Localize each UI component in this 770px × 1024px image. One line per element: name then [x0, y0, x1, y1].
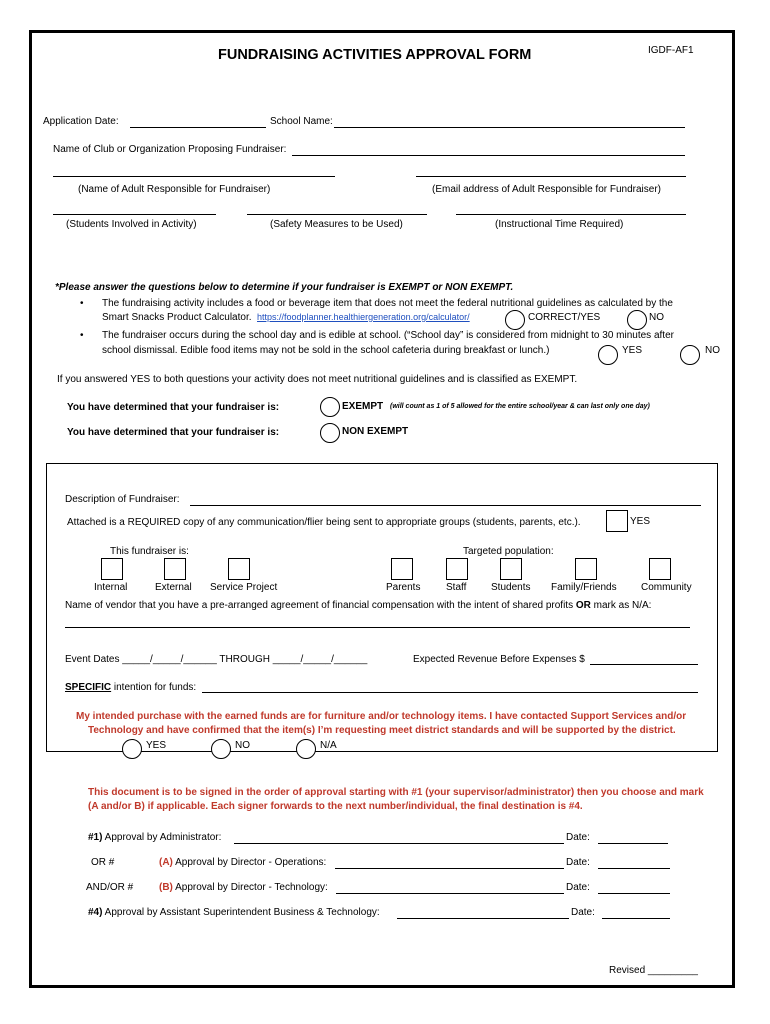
bullet2-no-label: NO — [705, 345, 720, 356]
result-note: If you answered YES to both questions your activity does not meet nutritional guidelines and is classified as EXEMPT. — [57, 374, 578, 385]
approval-4-date-label: Date: — [571, 907, 595, 918]
purchase-no-radio[interactable] — [211, 739, 231, 759]
approval-a-signature[interactable] — [335, 868, 564, 869]
exempt-instruction: *Please answer the questions below to determine if your fundraiser is EXEMPT or NON EXEMPT. — [55, 282, 514, 293]
approval-4-signature[interactable] — [397, 918, 569, 919]
vendor-field[interactable] — [65, 627, 690, 628]
bullet-1: • — [80, 298, 84, 309]
description-label: Description of Fundraiser: — [65, 494, 180, 505]
exempt-note: (will count as 1 of 5 allowed for the entire school/year & can last only one day) — [390, 403, 650, 410]
approval-4-date-field[interactable] — [602, 918, 670, 919]
instructional-time-label: (Instructional Time Required) — [495, 219, 624, 230]
adult-name-label: (Name of Adult Responsible for Fundraiser) — [78, 184, 271, 195]
approval-1-date-field[interactable] — [598, 843, 668, 844]
purchase-yes-label: YES — [146, 740, 167, 751]
community-checkbox[interactable] — [649, 558, 671, 580]
adult-email-label: (Email address of Adult Responsible for Fundraiser) — [432, 184, 661, 195]
club-name-field[interactable] — [292, 155, 685, 156]
bullet2-no-radio[interactable] — [680, 345, 700, 365]
club-name-label: Name of Club or Organization Proposing Fundraiser: — [53, 144, 287, 155]
approval-note-line2: (A and/or B) if applicable. Each signer forwards to the next number/individual, the final destination is #4. — [88, 801, 583, 812]
purchase-line2: Technology and have confirmed that the item(s) I’m requesting meet district standards and will be supported by the district. — [88, 725, 676, 736]
pop-label-parents: Parents — [386, 582, 421, 593]
bullet2-line1: The fundraiser occurs during the school day and is edible at school. (“School day” is considered from midnight to 30 minutes after — [102, 330, 674, 341]
pop-label-staff: Staff — [446, 582, 467, 593]
bullet1-yes-radio[interactable] — [505, 310, 525, 330]
bullet2-line2: school dismissal. Edible food items may not be sold in the school cafeteria during breakfast or lunch.) — [102, 345, 550, 356]
approval-a-label: (A) Approval by Director - Operations: — [159, 857, 327, 868]
purchase-na-radio[interactable] — [296, 739, 316, 759]
purchase-line1: My intended purchase with the earned funds are for furniture and/or technology items. I have contacted Support Services and/or — [76, 711, 687, 722]
exempt-label: EXEMPT — [342, 401, 384, 412]
specific-intention-field[interactable] — [202, 692, 698, 693]
school-name-label: School Name: — [270, 116, 333, 127]
calculator-link[interactable]: https://foodplanner.healthiergeneration.org/calculator/ — [257, 312, 470, 322]
approval-1-label: #1) Approval by Administrator: — [88, 832, 222, 843]
adult-name-field[interactable] — [53, 176, 335, 177]
bullet1-no-radio[interactable] — [627, 310, 647, 330]
type-label-internal: Internal — [94, 582, 128, 593]
revised-label: Revised _________ — [609, 965, 698, 976]
internal-checkbox[interactable] — [101, 558, 123, 580]
event-dates[interactable]: Event Dates _____/_____/______ THROUGH _____/_____/______ — [65, 654, 368, 665]
determined-label-1: You have determined that your fundraiser is: — [67, 402, 280, 413]
attached-yes-checkbox[interactable] — [606, 510, 628, 532]
approval-or-label: OR # — [91, 857, 115, 868]
purchase-na-label: N/A — [320, 740, 337, 751]
page-title: FUNDRAISING ACTIVITIES APPROVAL FORM — [218, 47, 532, 63]
instructional-time-field[interactable] — [456, 214, 686, 215]
form-id: IGDF-AF1 — [648, 45, 694, 56]
approval-a-date-label: Date: — [566, 857, 590, 868]
approval-note-line1: This document is to be signed in the order of approval starting with #1 (your supervisor/administrator) then you choose and mark — [88, 787, 704, 798]
approval-a-date-field[interactable] — [598, 868, 670, 869]
attached-yes-label: YES — [630, 516, 651, 527]
approval-b-label: (B) Approval by Director - Technology: — [159, 882, 328, 893]
purchase-yes-radio[interactable] — [122, 739, 142, 759]
nonexempt-label: NON EXEMPT — [342, 426, 409, 437]
attached-label: Attached is a REQUIRED copy of any communication/flier being sent to appropriate groups (students, parents, etc.). — [67, 517, 581, 528]
purchase-no-label: NO — [235, 740, 250, 751]
staff-checkbox[interactable] — [446, 558, 468, 580]
bullet1-no-label: NO — [649, 312, 664, 323]
parents-checkbox[interactable] — [391, 558, 413, 580]
approval-b-date-label: Date: — [566, 882, 590, 893]
determined-label-2: You have determined that your fundraiser is: — [67, 427, 280, 438]
students-label: (Students Involved in Activity) — [66, 219, 197, 230]
approval-b-signature[interactable] — [336, 893, 564, 894]
bullet2-yes-label: YES — [622, 345, 643, 356]
bullet1-line2: Smart Snacks Product Calculator. — [102, 312, 252, 323]
family-friends-checkbox[interactable] — [575, 558, 597, 580]
application-date-field[interactable] — [130, 127, 266, 128]
safety-label: (Safety Measures to be Used) — [270, 219, 403, 230]
bullet-2: • — [80, 330, 84, 341]
application-date-label: Application Date: — [43, 116, 119, 127]
pop-label-students: Students — [491, 582, 531, 593]
students-field[interactable] — [53, 214, 216, 215]
type-label-service: Service Project — [210, 582, 278, 593]
nonexempt-radio[interactable] — [320, 423, 340, 443]
targeted-population-label: Targeted population: — [463, 546, 554, 557]
pop-label-community: Community — [641, 582, 692, 593]
pop-label-family: Family/Friends — [551, 582, 617, 593]
external-checkbox[interactable] — [164, 558, 186, 580]
approval-andor-label: AND/OR # — [86, 882, 134, 893]
students-checkbox[interactable] — [500, 558, 522, 580]
approval-1-signature[interactable] — [234, 843, 564, 844]
revenue-field[interactable] — [590, 664, 698, 665]
description-field[interactable] — [190, 505, 701, 506]
bullet1-line1: The fundraising activity includes a food or beverage item that does not meet the federal nutritional guidelines as calculated by the — [102, 298, 673, 309]
this-fundraiser-is-label: This fundraiser is: — [110, 546, 189, 557]
safety-field[interactable] — [247, 214, 427, 215]
adult-email-field[interactable] — [416, 176, 686, 177]
specific-intention-label: SPECIFIC intention for funds: — [65, 682, 197, 693]
exempt-radio[interactable] — [320, 397, 340, 417]
approval-b-date-field[interactable] — [598, 893, 670, 894]
bullet2-yes-radio[interactable] — [598, 345, 618, 365]
school-name-field[interactable] — [334, 127, 685, 128]
service-project-checkbox[interactable] — [228, 558, 250, 580]
approval-1-date-label: Date: — [566, 832, 590, 843]
type-label-external: External — [155, 582, 192, 593]
revenue-label: Expected Revenue Before Expenses $ — [413, 654, 585, 665]
vendor-label: Name of vendor that you have a pre-arranged agreement of financial compensation with the intent of shared profits OR mark as N/A: — [65, 600, 652, 611]
approval-4-label: #4) Approval by Assistant Superintendent Business & Technology: — [88, 907, 380, 918]
bullet1-yes-label: CORRECT/YES — [528, 312, 601, 323]
